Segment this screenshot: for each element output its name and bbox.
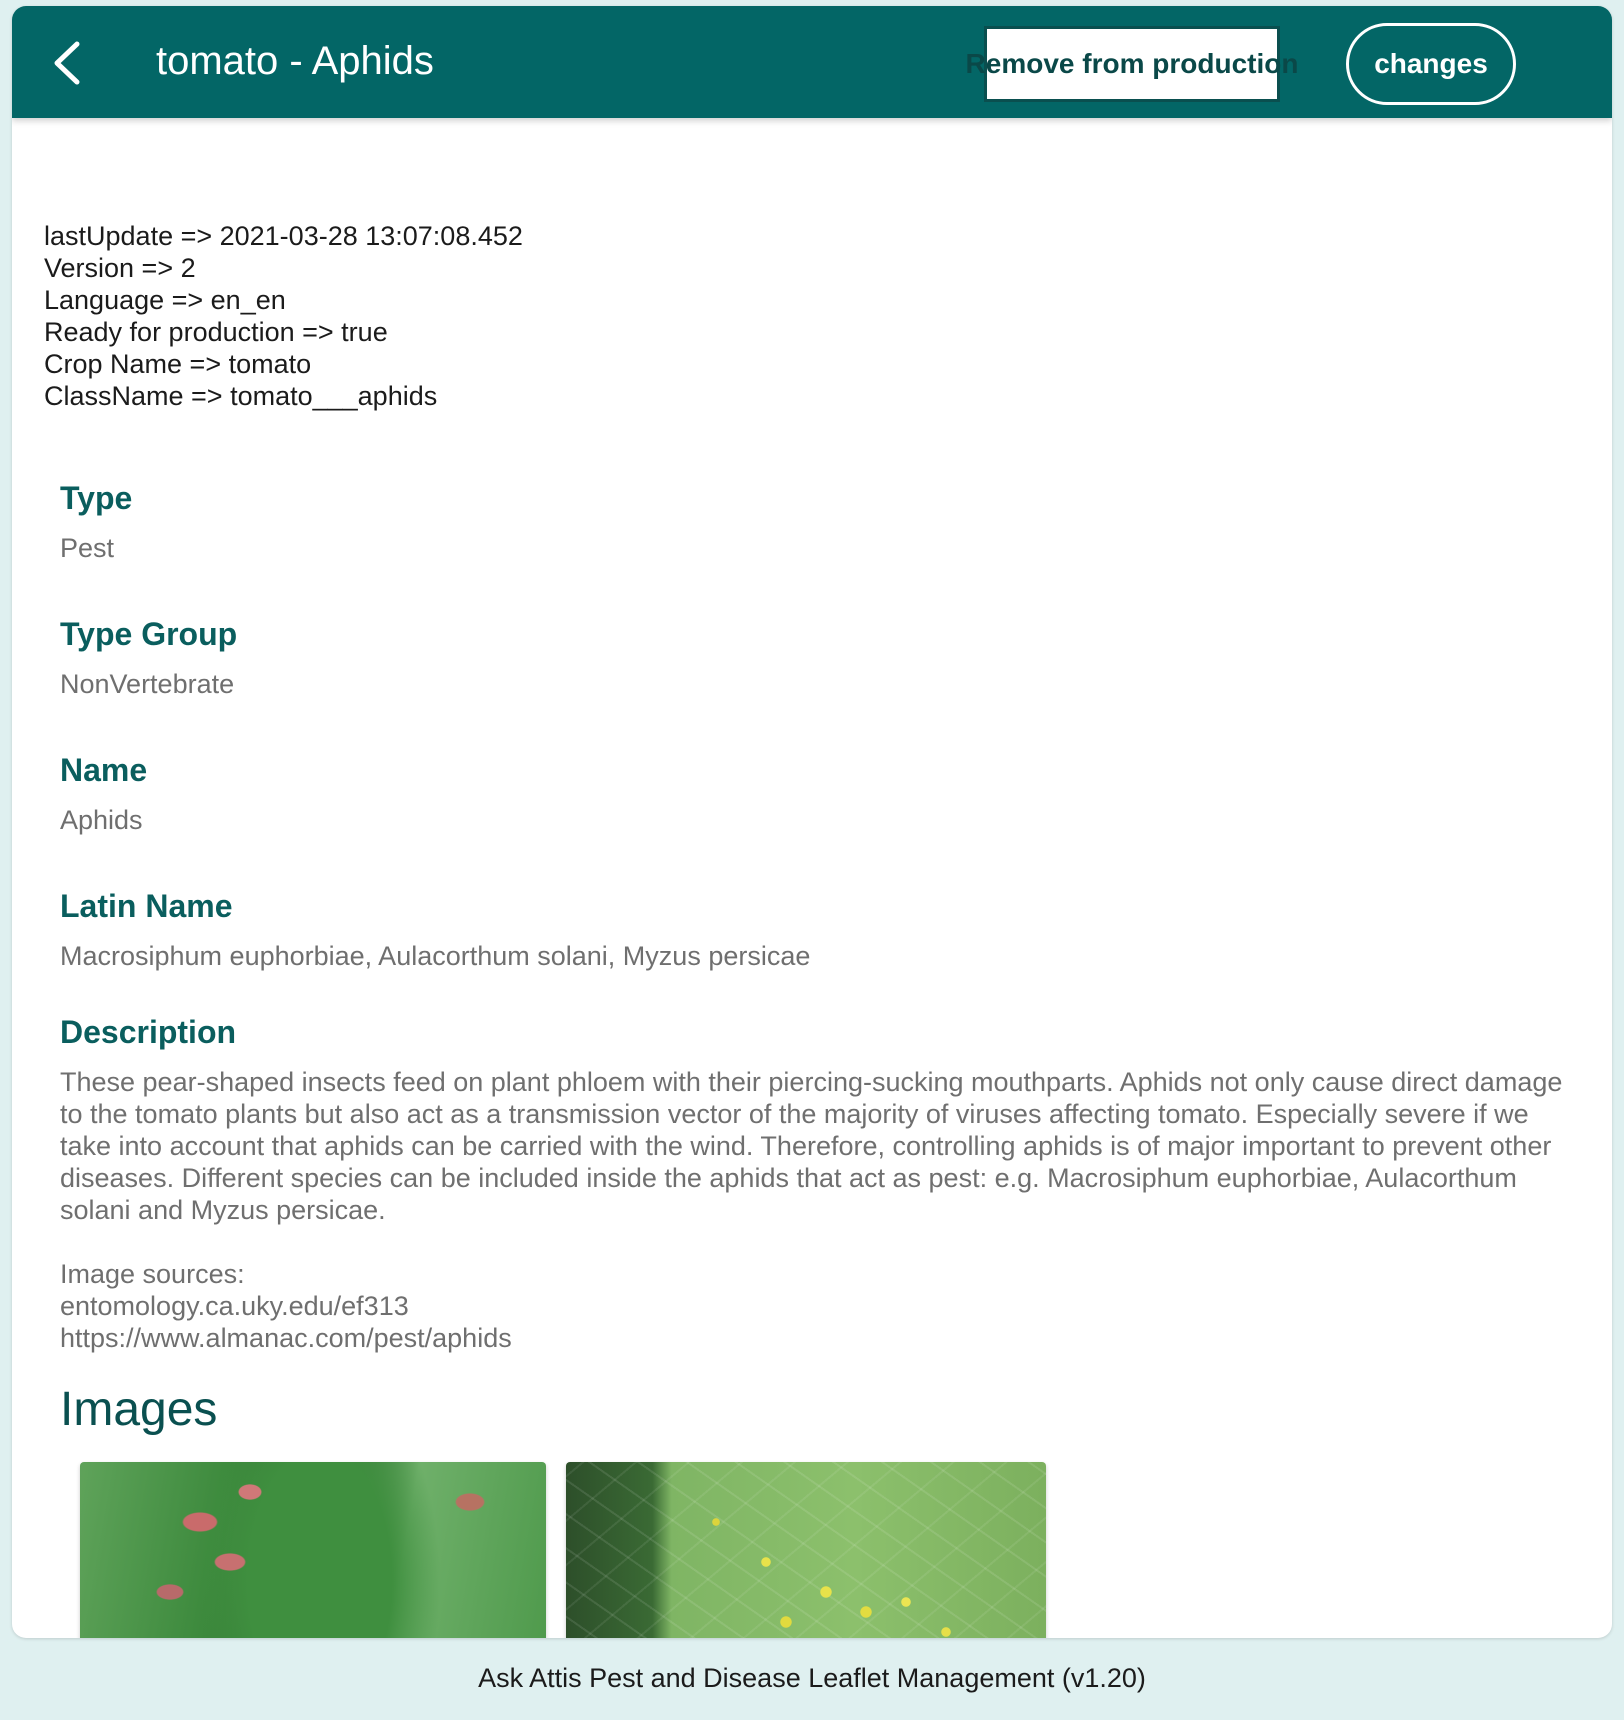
type-label: Type (60, 480, 133, 516)
meta-class-name: ClassName => tomato___aphids (44, 381, 438, 411)
latin-name-value: Macrosiphum euphorbiae, Aulacorthum solani, Myzus persicae (60, 941, 811, 971)
description-label: Description (60, 1014, 237, 1050)
leaflet-card (12, 6, 1612, 1638)
leaflet-image-thumbnail[interactable] (566, 1462, 1046, 1638)
back-button[interactable] (32, 28, 102, 98)
description-value: These pear-shaped insects feed on plant phloem with their piercing-sucking mouthparts. Aphids not only cause direct damage to the tomato plants but also act as a transmission vector of the majority of viruses affecting tomato. Especially severe if we take into account that aphids can be carried with the wind. Therefore, controlling aphids is of major important to prevent other diseases. Different species can be included inside the aphids that act as pest: e.g. Macrosiphum euphorbiae, Aulacorthum solani and Myzus persicae. Image sources: entomology.ca.uky.edu/ef313 https://www.almanac.com/pest/aphids (60, 1067, 1563, 1353)
type-value: Pest (60, 533, 115, 563)
metadata-block (44, 220, 523, 412)
meta-crop-name: Crop Name => tomato (44, 349, 312, 379)
app-bar (12, 6, 1612, 118)
latin-name-label: Latin Name (60, 888, 233, 924)
footer-text: Ask Attis Pest and Disease Leaflet Management (v1.20) (478, 1663, 1146, 1693)
meta-version: Version => 2 (44, 253, 196, 283)
meta-language: Language => en_en (44, 285, 286, 315)
type-group-label: Type Group (60, 616, 238, 652)
images-heading: Images (60, 1383, 218, 1436)
meta-last-update: lastUpdate => 2021-03-28 13:07:08.452 (44, 221, 523, 251)
page-title: tomato - Aphids (156, 39, 434, 83)
leaflet-image-thumbnail[interactable] (80, 1462, 546, 1638)
name-value: Aphids (60, 805, 143, 835)
type-group-value: NonVertebrate (60, 669, 235, 699)
name-label: Name (60, 752, 148, 788)
remove-from-production-button[interactable]: Remove from production (984, 26, 1280, 102)
changes-button[interactable]: changes (1346, 23, 1516, 105)
arrow-back-icon (47, 38, 87, 88)
meta-ready: Ready for production => true (44, 317, 388, 347)
